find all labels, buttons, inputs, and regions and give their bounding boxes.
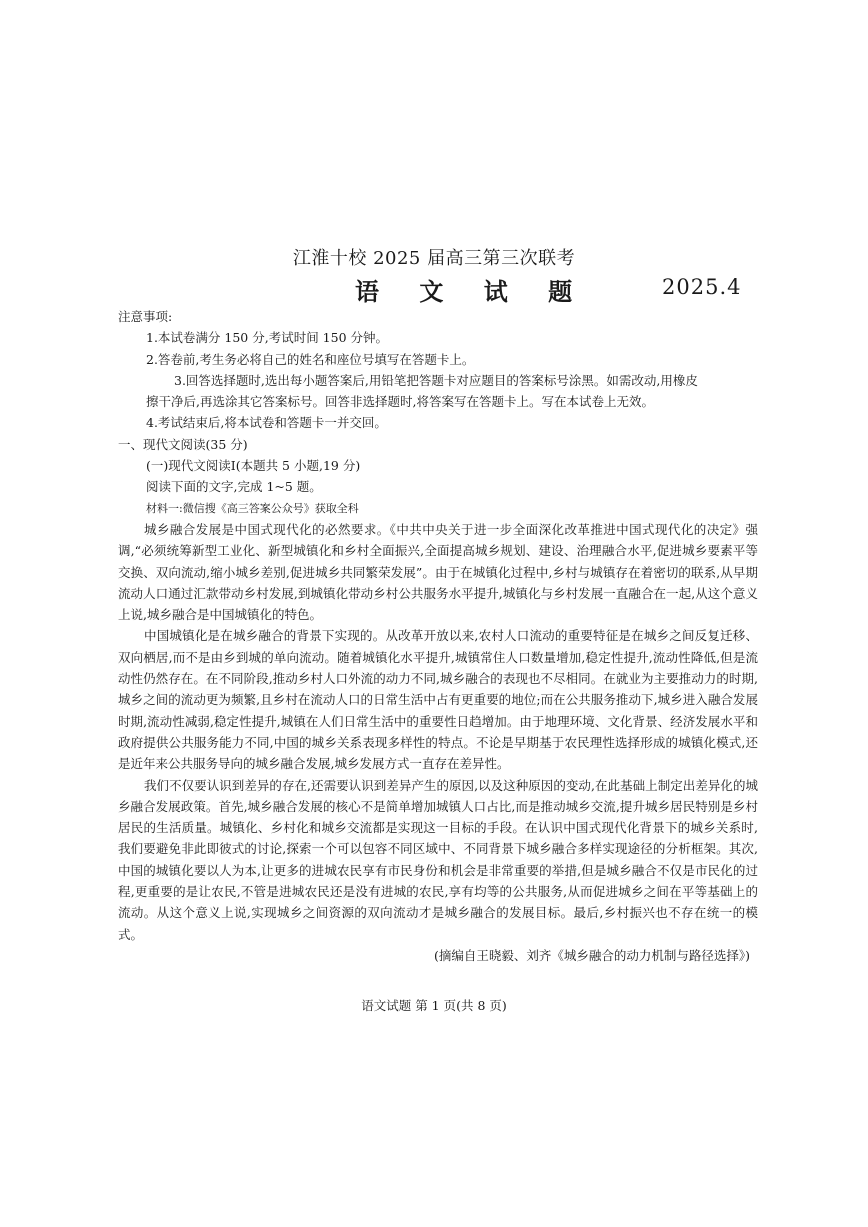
passage-source: (摘编自王晓毅、刘齐《城乡融合的动力机制与路径选择》)	[433, 947, 750, 963]
notice-item: 3.回答选择题时,选出每小题答案后,用铅笔把答题卡对应题目的答案标号涂黑。如需改动,用橡皮	[174, 372, 698, 388]
notice-item: 2.答卷前,考生务必将自己的姓名和座位号填写在答题卡上。	[146, 351, 475, 367]
page-footer: 语文试题 第 1 页(共 8 页)	[361, 998, 507, 1013]
subject-title: 语 文 试 题	[355, 277, 589, 306]
material-label: 材料一:微信搜《高三答案公众号》获取全科	[146, 501, 359, 515]
passage-paragraph: 我们不仅要认识到差异的存在,还需要认识到差异产生的原因,以及这种原因的变动,在此基础上制定出差异化的城乡融合发展政策。首先,城乡融合发展的核心不是简单增加城镇人口占比,而是推动城乡交流,提升城乡居民特别是乡村居民的生活质量。城镇化、乡村化和城乡交流都是实现这一目标的手段。在认识中国式现代化背景下的城乡关系时,我们要避免非此即彼式的讨论,探索一个可以包容不同区域中、不同背景下城乡融合多样实现途径的分析框架。其次,中国的城镇化要以人为本,让更多的进城农民享有市民身份和机会是非常重要的举措,但是城乡融合不仅是市民化的过程,更重要的是让农民,不管是进城农民还是没有进城的农民,享有均等的公共服务,从而促进城乡之间在平等基础上的流动。从这个意义上说,实现城乡之间资源的双向流动才是城乡融合的发展目标。最后,乡村振兴也不存在统一的模式。	[118, 777, 758, 942]
sub-section-heading: (一)现代文阅读Ⅰ(本题共 5 小题,19 分)	[146, 458, 361, 474]
exam-body	[118, 306, 758, 966]
exam-title: 江淮十校 2025 届高三第三次联考	[292, 248, 576, 269]
notice-heading: 注意事项:	[118, 309, 173, 324]
notice-item-continued: 擦干净后,再选涂其它答案标号。回答非选择题时,将答案写在答题卡上。写在本试卷上无效。	[146, 394, 654, 410]
passage-paragraph: 中国城镇化是在城乡融合的背景下实现的。从改革开放以来,农村人口流动的重要特征是在城乡之间反复迁移、双向栖居,而不是由乡到城的单向流动。随着城镇化水平提升,城镇常住人口数量增加,稳定性提升,流动性降低,但是流动性仍然存在。在不同阶段,推动乡村人口外流的动力不同,城乡融合的表现也不尽相同。在就业为主要推动力的时期,城乡之间的流动更为频繁,且乡村在流动人口的日常生活中占有更重要的地位;而在公共服务推动下,城乡进入融合发展时期,流动性减弱,稳定性提升,城镇在人们日常生活中的重要性日趋增加。由于地理环境、文化背景、经济发展水平和政府提供公共服务能力不同,中国的城乡关系表现多样性的特点。不论是早期基于农民理性选择形成的城镇化模式,还是近年来公共服务导向的城乡融合发展,城乡发展方式一直存在差异性。	[118, 628, 758, 772]
notice-item: 1.本试卷满分 150 分,考试时间 150 分钟。	[146, 330, 389, 346]
section-heading: 一、现代文阅读(35 分)	[118, 436, 248, 452]
passage-paragraph: 城乡融合发展是中国式现代化的必然要求。《中共中央关于进一步全面深化改革推进中国式现代化的决定》强调,“必须统筹新型工业化、新型城镇化和乡村全面振兴,全面提高城乡规划、建设、治理融合水平,促进城乡要素平等交换、双向流动,缩小城乡差别,促进城乡共同繁荣发展”。由于在城镇化过程中,乡村与城镇存在着密切的联系,从早期流动人口通过汇款带动乡村发展,到城镇化带动乡村公共服务水平提升,城镇化与乡村发展一直融合在一起,从这个意义上说,城乡融合是中国城镇化的特色。	[118, 521, 758, 623]
exam-date: 2025.4	[662, 275, 742, 299]
notice-item: 4.考试结束后,将本试卷和答题卡一并交回。	[146, 415, 387, 431]
reading-instruction: 阅读下面的文字,完成 1~5 题。	[146, 479, 322, 495]
